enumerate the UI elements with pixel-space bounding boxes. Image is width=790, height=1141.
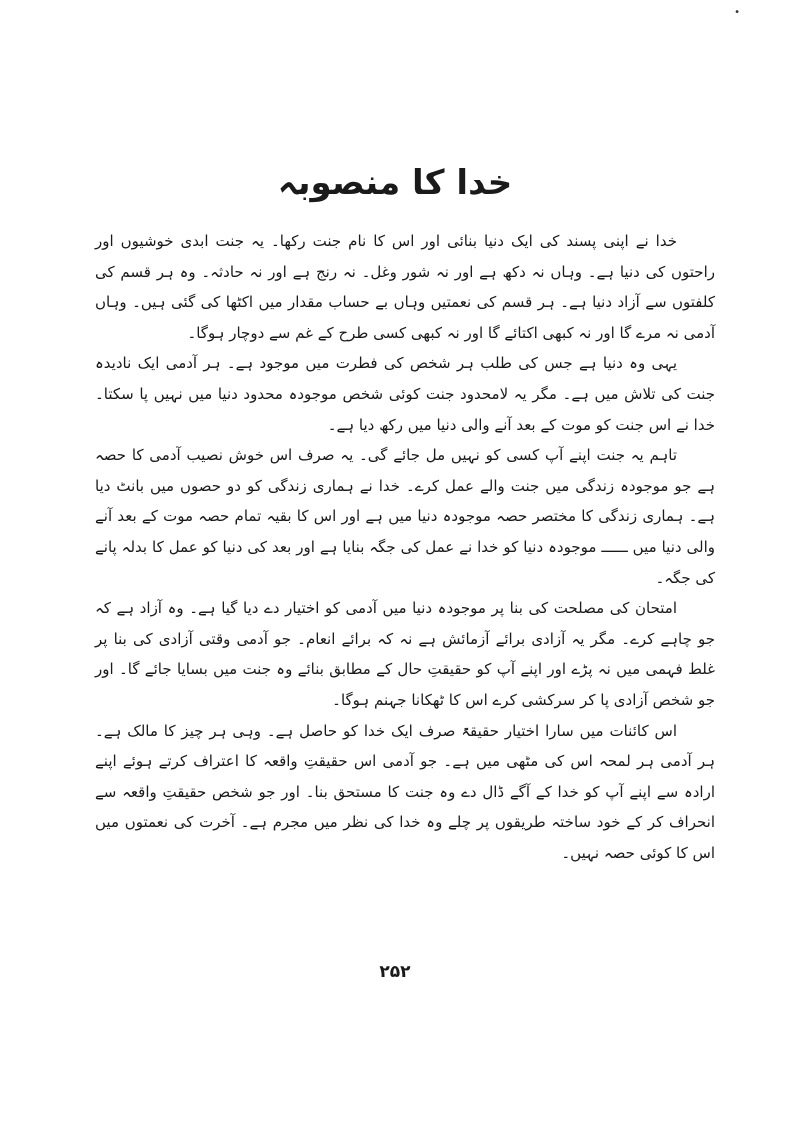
body-text — [95, 226, 715, 868]
page-title: خدا کا منصوبہ — [277, 162, 513, 203]
paragraph-3: تاہم یہ جنت اپنے آپ کسی کو نہیں مل جائے گی۔ یہ صرف اس خوش نصیب آدمی کا حصہ ہے جو موجودہ زندگی میں جنت والے عمل کرے۔ خدا نے ہماری زندگی کو دو حصوں میں بانٹ دیا ہے۔ ہماری زندگی کا مختصر حصہ موجودہ دنیا میں ہے اور اس کا بقیہ تمام حصہ موت کے بعد آنے والی دنیا میں ــــــ موجودہ دنیا کو خدا نے عمل کی جگہ بنایا ہے اور بعد کی دنیا کو عمل کا بدلہ پانے کی جگہ۔ — [95, 446, 715, 587]
paragraph-1: خدا نے اپنی پسند کی ایک دنیا بنائی اور اس کا نام جنت رکھا۔ یہ جنت ابدی خوشیوں اور راحتوں کی دنیا ہے۔ وہاں نہ دکھ ہے اور نہ شور وغل۔ نہ رنج ہے اور نہ حادثہ۔ وہ ہر قسم کی کلفتوں سے آزاد دنیا ہے۔ ہر قسم کی نعمتیں وہاں بے حساب مقدار میں اکٹھا کی گئی ہیں۔ وہاں آدمی نہ مرے گا اور نہ کبھی اکتائے گا اور نہ کبھی کسی طرح کے غم سے دوچار ہوگا۔ — [95, 232, 715, 342]
paragraph-4: امتحان کی مصلحت کی بنا پر موجودہ دنیا میں آدمی کو اختیار دے دیا گیا ہے۔ وہ آزاد ہے کہ جو چاہے کرے۔ مگر یہ آزادی برائے آزمائش ہے نہ کہ برائے انعام۔ جو آدمی وقتی آزادی کی بنا پر غلط فہمی میں نہ پڑے اور اپنے آپ کو حقیقتِ حال کے مطابق بنائے وہ جنت میں بسایا جائے گا۔ اور جو شخص آزادی پا کر سرکشی کرے اس کا ٹھکانا جہنم ہوگا۔ — [95, 599, 715, 709]
paragraph-2: یہی وہ دنیا ہے جس کی طلب ہر شخص کی فطرت میں موجود ہے۔ ہر آدمی ایک نادیدہ جنت کی تلاش میں ہے۔ مگر یہ لامحدود جنت کوئی شخص موجودہ محدود دنیا میں نہیں پا سکتا۔ خدا نے اس جنت کو موت کے بعد آنے والی دنیا میں رکھ دیا ہے۔ — [95, 354, 715, 434]
paragraph-5: اس کائنات میں سارا اختیار حقیقۃً صرف ایک خدا کو حاصل ہے۔ وہی ہر چیز کا مالک ہے۔ ہر آدمی ہر لمحہ اس کی مٹھی میں ہے۔ جو آدمی اس حقیقتِ واقعہ کا اعتراف کرتے ہوئے اپنے ارادہ سے اپنے آپ کو خدا کے آگے ڈال دے وہ جنت کا مستحق بنا۔ اور جو شخص حقیقتِ واقعہ سے انحراف کر کے خود ساختہ طریقوں پر چلے وہ خدا کی نظر میں مجرم ہے۔ آخرت کی نعمتوں میں اس کا کوئی حصہ نہیں۔ — [95, 721, 715, 862]
page-number: ۲۵۲ — [379, 962, 411, 982]
corner-mark: • — [734, 7, 740, 18]
